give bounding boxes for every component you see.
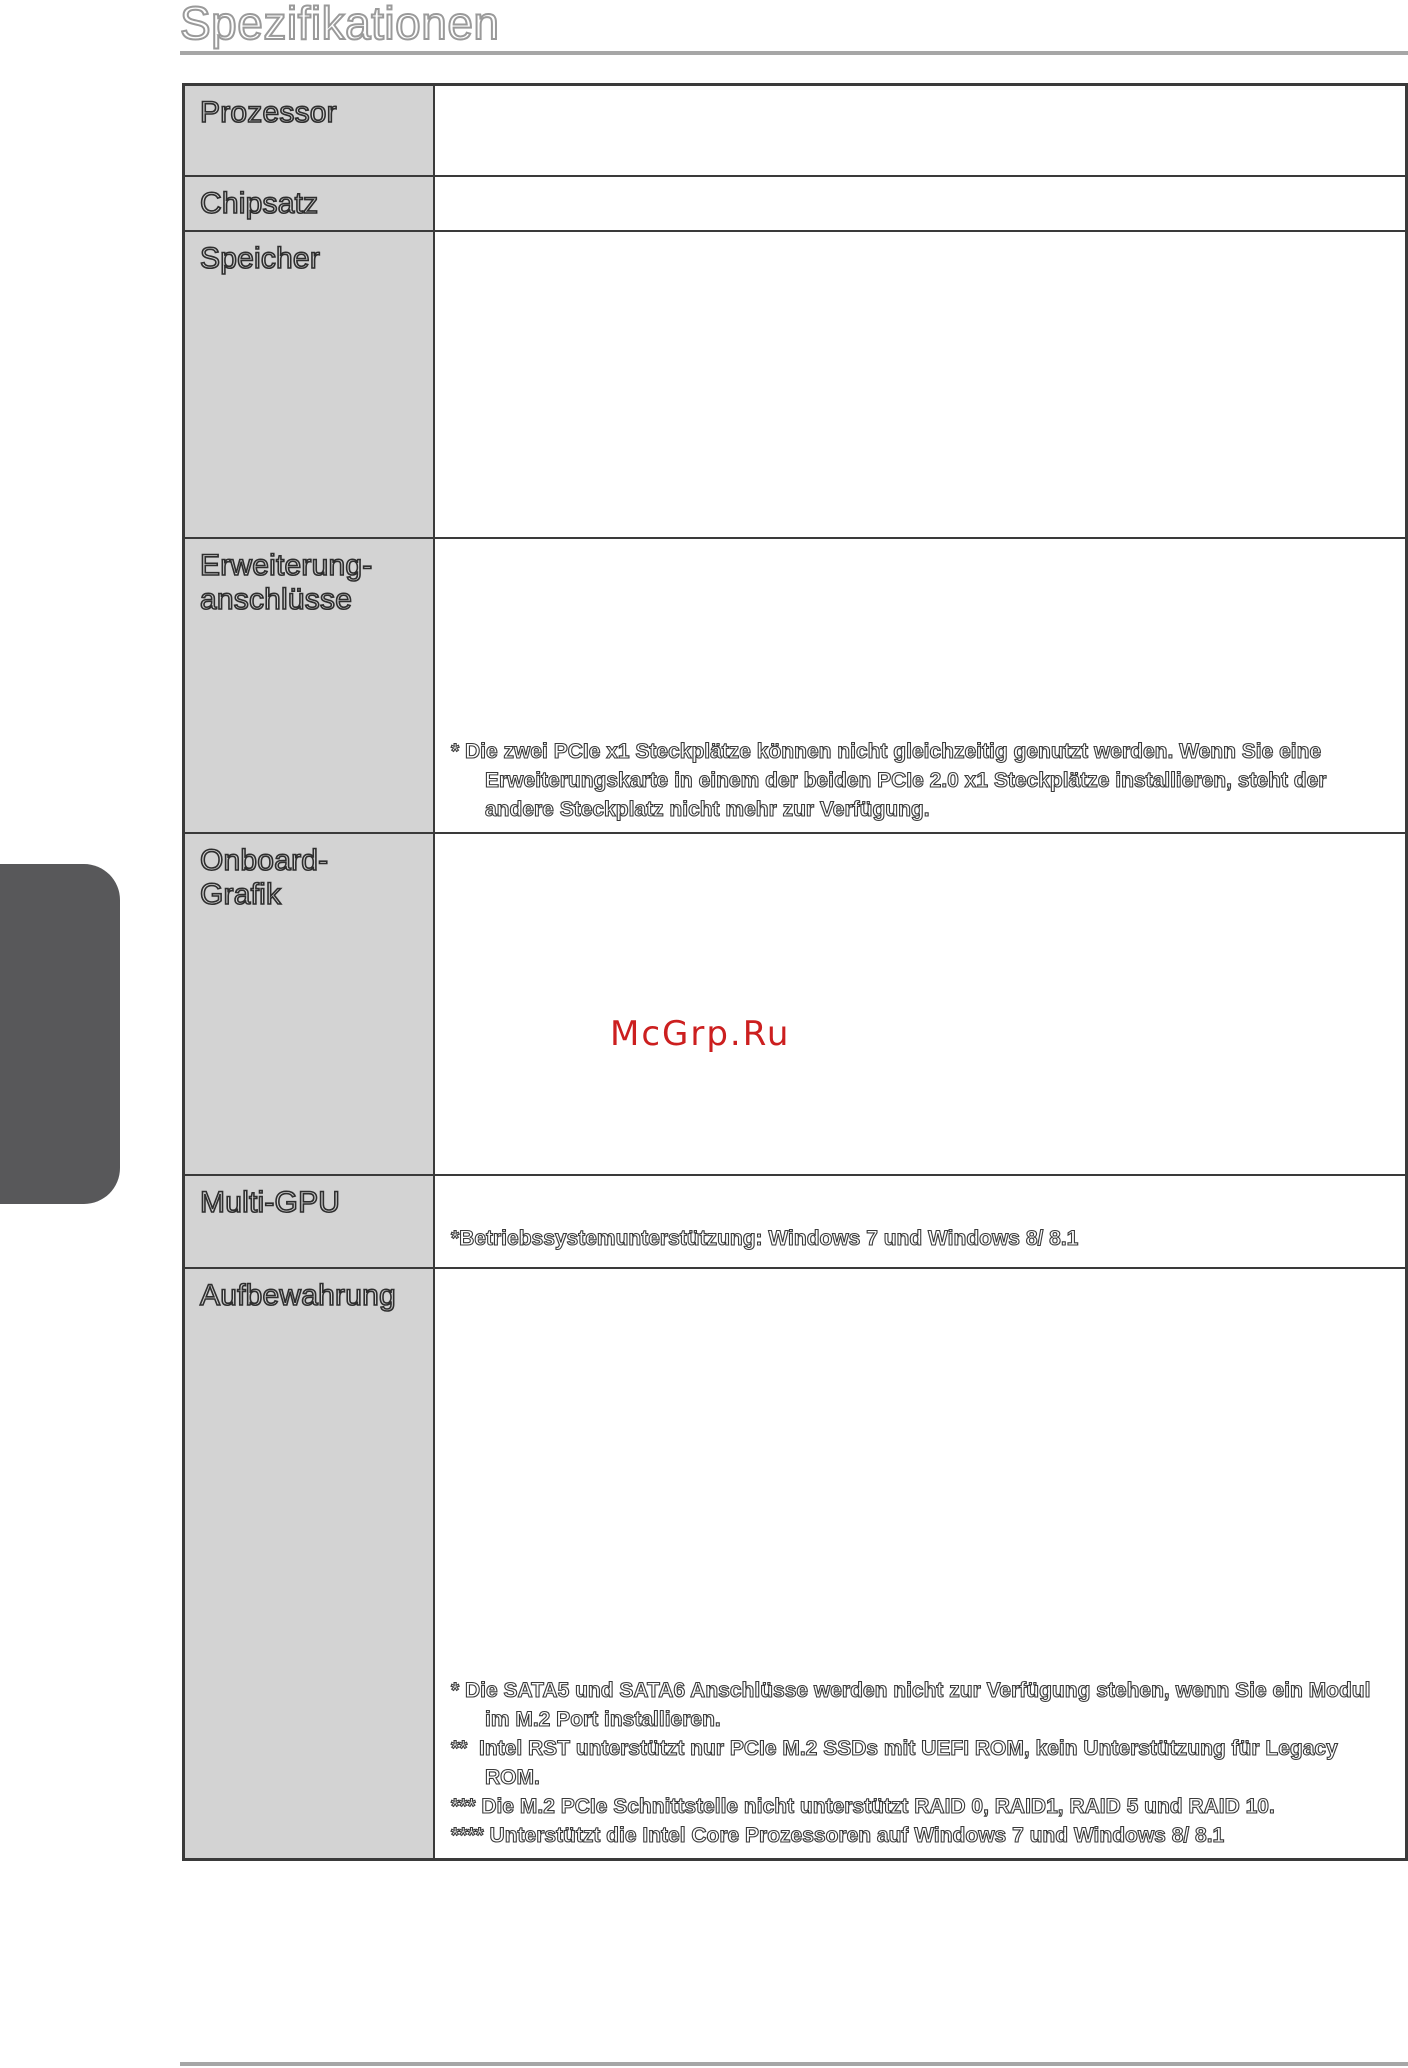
row-value-prozessor	[435, 86, 1405, 177]
row-label-chipsatz: Chipsatz	[185, 177, 435, 232]
erweiterung-notes	[451, 737, 1389, 824]
footnote: ** Intel RST unterstützt nur PCIe M.2 SSDs mit UEFI ROM, kein Unterstützung für Legacy ROM.	[451, 1737, 1344, 1789]
row-label-aufbewahrung: Aufbewahrung	[185, 1269, 435, 1858]
row-label-onboard-grafik: Onboard- Grafik	[185, 834, 435, 1176]
row-value-aufbewahrung	[435, 1269, 1405, 1858]
row-value-erweiterung	[435, 539, 1405, 834]
chapter-side-tab	[0, 864, 120, 1204]
row-label-multi-gpu: Multi-GPU	[185, 1176, 435, 1269]
footnote: *** Die M.2 PCIe Schnittstelle nicht unterstützt RAID 0, RAID1, RAID 5 und RAID 10.	[451, 1795, 1275, 1818]
row-label-prozessor: Prozessor	[185, 86, 435, 177]
footnote: * Die SATA5 und SATA6 Anschlüsse werden nicht zur Verfügung stehen, wenn Sie ein Modul im M.2 Port installieren.	[451, 1679, 1377, 1731]
row-label-erweiterung: Erweiterung- anschlüsse	[185, 539, 435, 834]
aufbewahrung-notes	[451, 1676, 1389, 1850]
page-title: Spezifikationen	[180, 0, 500, 49]
footnote: **** Unterstützt die Intel Core Prozessoren auf Windows 7 und Windows 8/ 8.1	[451, 1824, 1225, 1847]
spec-table	[182, 83, 1408, 1861]
title-divider	[180, 51, 1408, 55]
footnote: * Die zwei PCIe x1 Steckplätze können nicht gleichzeitig genutzt werden. Wenn Sie eine Erweiterungskarte in einem der beiden PCIe 2.0 x1 Steckplätze installieren, steht der andere Steckplatz nicht mehr zur Verfügung.	[451, 740, 1333, 821]
multi-gpu-os-note: *Betriebssystemunterstützung: Windows 7 und Windows 8/ 8.1	[451, 1227, 1079, 1250]
row-value-onboard-grafik	[435, 834, 1405, 1176]
footer-divider	[180, 2062, 1408, 2066]
row-label-speicher: Speicher	[185, 232, 435, 539]
watermark: McGrp.Ru	[610, 1014, 791, 1054]
row-value-chipsatz	[435, 177, 1405, 232]
row-value-multi-gpu	[435, 1176, 1405, 1269]
row-value-speicher	[435, 232, 1405, 539]
